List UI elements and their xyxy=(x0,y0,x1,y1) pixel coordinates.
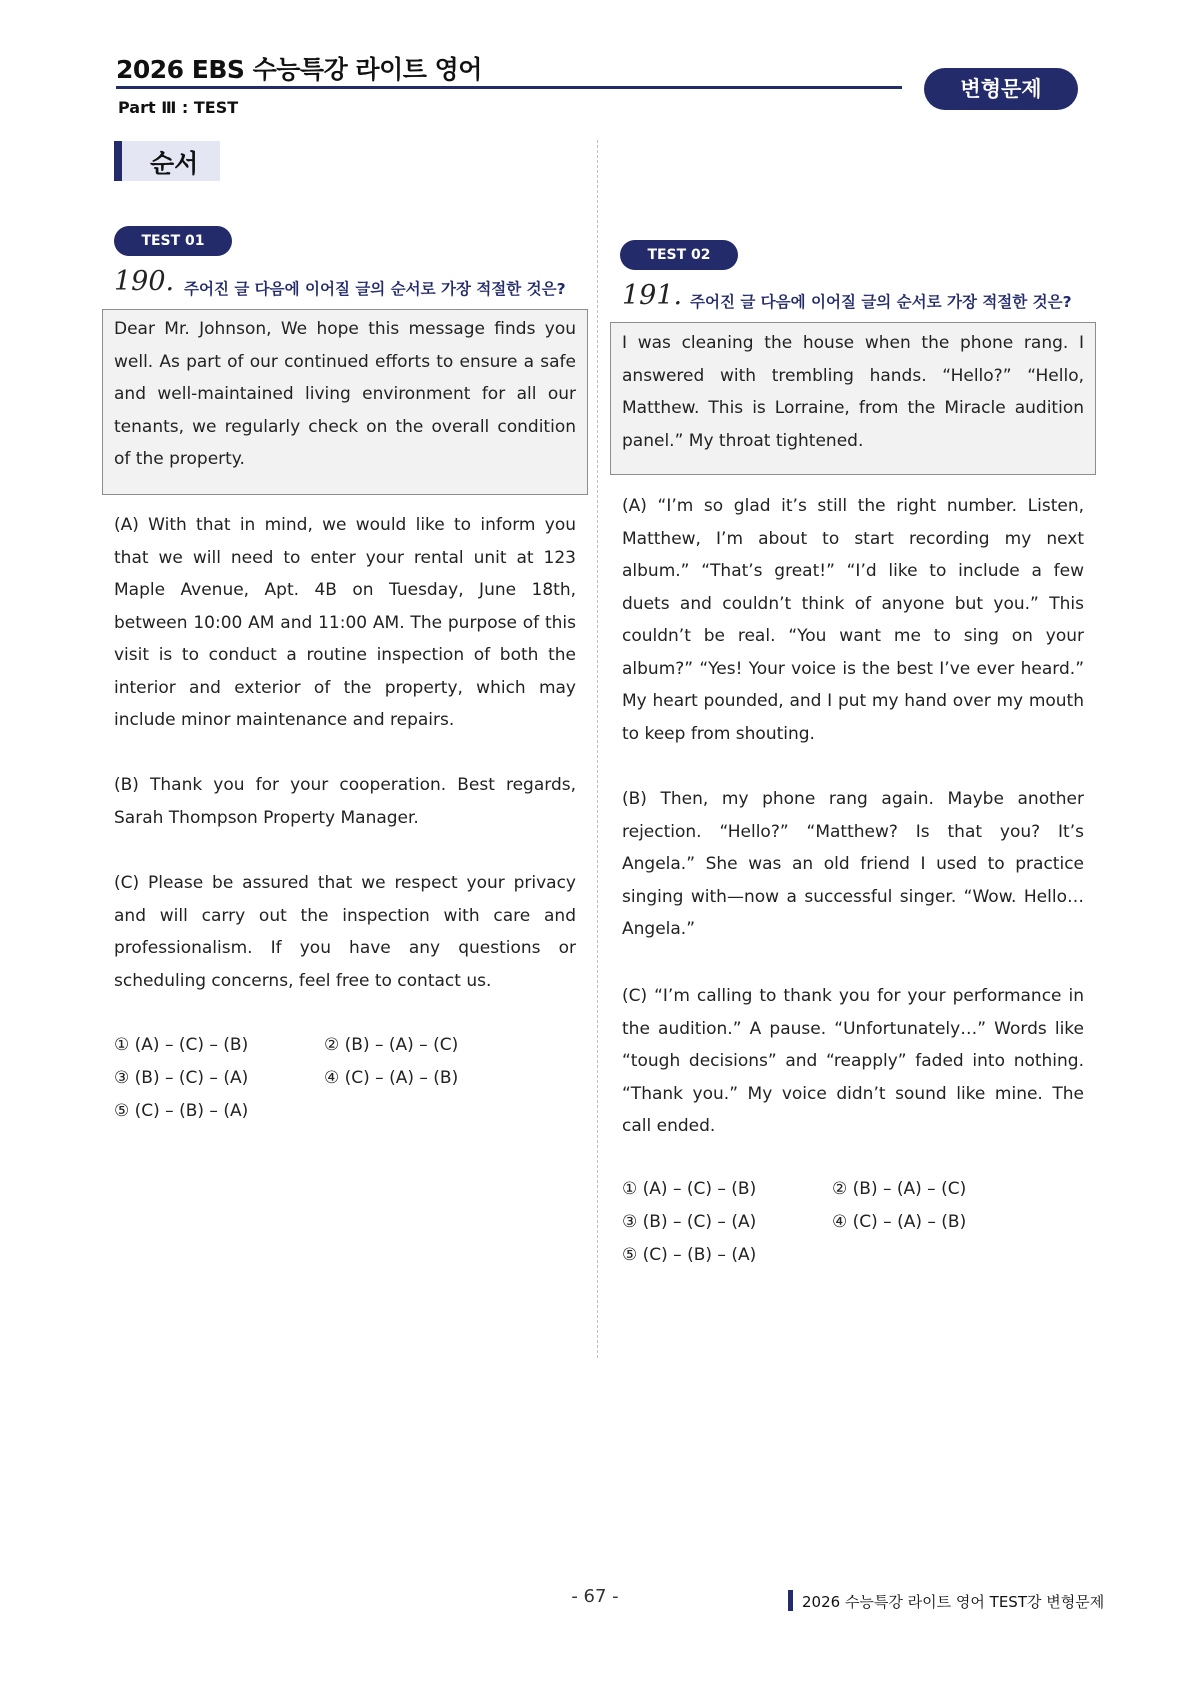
answer-choices-right xyxy=(622,1173,1092,1273)
section-title: 순서 xyxy=(150,149,199,178)
question-text-right: 주어진 글 다음에 이어질 글의 순서로 가장 적절한 것은? xyxy=(690,293,1072,311)
choice-2-left[interactable]: ② (B) – (A) – (C) xyxy=(324,1035,459,1055)
choice-1-right[interactable]: ① (A) – (C) – (B) xyxy=(622,1179,757,1199)
given-passage-right: I was cleaning the house when the phone rang. I answered with trembling hands. “Hello?” “Hello, Matthew. This is Lorraine, from the Miracle audition panel.” My throat tightened. xyxy=(622,333,1084,451)
footer-label: 2026 수능특강 라이트 영어 TEST강 변형문제 xyxy=(802,1593,1105,1611)
choice-1-left[interactable]: ① (A) – (C) – (B) xyxy=(114,1035,249,1055)
choice-3-left[interactable]: ③ (B) – (C) – (A) xyxy=(114,1068,249,1088)
question-number-right: 191. xyxy=(622,280,683,311)
choice-4-left[interactable]: ④ (C) – (A) – (B) xyxy=(324,1068,459,1088)
test-label-left: TEST 01 xyxy=(114,226,232,256)
paragraph-a-left: (A) With that in mind, we would like to inform you that we will need to enter your rental unit at 123 Maple Avenue, Apt. 4B on Tuesday, June 18th, between 10:00 AM and 11:00 AM. The purpose of this visit is to conduct a routine inspection of both the interior and exterior of the property, which may include minor maintenance and repairs. xyxy=(114,515,576,730)
choice-5-left[interactable]: ⑤ (C) – (B) – (A) xyxy=(114,1101,249,1121)
question-text-left: 주어진 글 다음에 이어질 글의 순서로 가장 적절한 것은? xyxy=(184,280,566,298)
page-number: - 67 - xyxy=(571,1586,619,1607)
section-heading-bar xyxy=(114,141,122,181)
paragraph-b-left: (B) Thank you for your cooperation. Best regards, Sarah Thompson Property Manager. xyxy=(114,775,576,828)
paragraph-b-right: (B) Then, my phone rang again. Maybe another rejection. “Hello?” “Matthew? Is that you? It’s Angela.” She was an old friend I used to practice singing with—now a successful singer. “Wow. Hello… Angela.” xyxy=(622,789,1084,939)
choice-5-right[interactable]: ⑤ (C) – (B) – (A) xyxy=(622,1245,757,1265)
paragraph-c-right: (C) “I’m calling to thank you for your performance in the audition.” A pause. “Unfortunately…” Words like “tough decisions” and “reapply” faded into nothing. “Thank you.” My voice didn’t sound like mine. The call ended. xyxy=(622,986,1084,1136)
header-rule xyxy=(116,86,902,89)
given-passage-left: Dear Mr. Johnson, We hope this message finds you well. As part of our continued efforts to ensure a safe and well-maintained living environment for all our tenants, we regularly check on the overall condition of the property. xyxy=(114,319,576,469)
choice-4-right[interactable]: ④ (C) – (A) – (B) xyxy=(832,1212,967,1232)
question-number-left: 190. xyxy=(114,266,175,297)
choice-3-right[interactable]: ③ (B) – (C) – (A) xyxy=(622,1212,757,1232)
header-title: 2026 EBS 수능특강 라이트 영어 xyxy=(116,55,482,84)
header-badge: 변형문제 xyxy=(924,68,1078,110)
paragraph-c-left: (C) Please be assured that we respect your privacy and will carry out the inspection with care and professionalism. If you have any questions or scheduling concerns, feel free to contact us. xyxy=(114,873,576,991)
footer-bar xyxy=(788,1590,793,1611)
answer-choices-left xyxy=(114,1029,584,1129)
choice-2-right[interactable]: ② (B) – (A) – (C) xyxy=(832,1179,967,1199)
test-label-right: TEST 02 xyxy=(620,240,738,270)
column-divider xyxy=(597,140,598,1358)
paragraph-a-right: (A) “I’m so glad it’s still the right number. Listen, Matthew, I’m about to start recording my next album.” “That’s great!” “I’d like to include a few duets and couldn’t think of anyone but you.” This couldn’t be real. “You want me to sing on your album?” “Yes! Your voice is the best I’ve ever heard.” My heart pounded, and I put my hand over my mouth to keep from shouting. xyxy=(622,496,1084,744)
part-label: Part Ⅲ : TEST xyxy=(118,98,239,117)
